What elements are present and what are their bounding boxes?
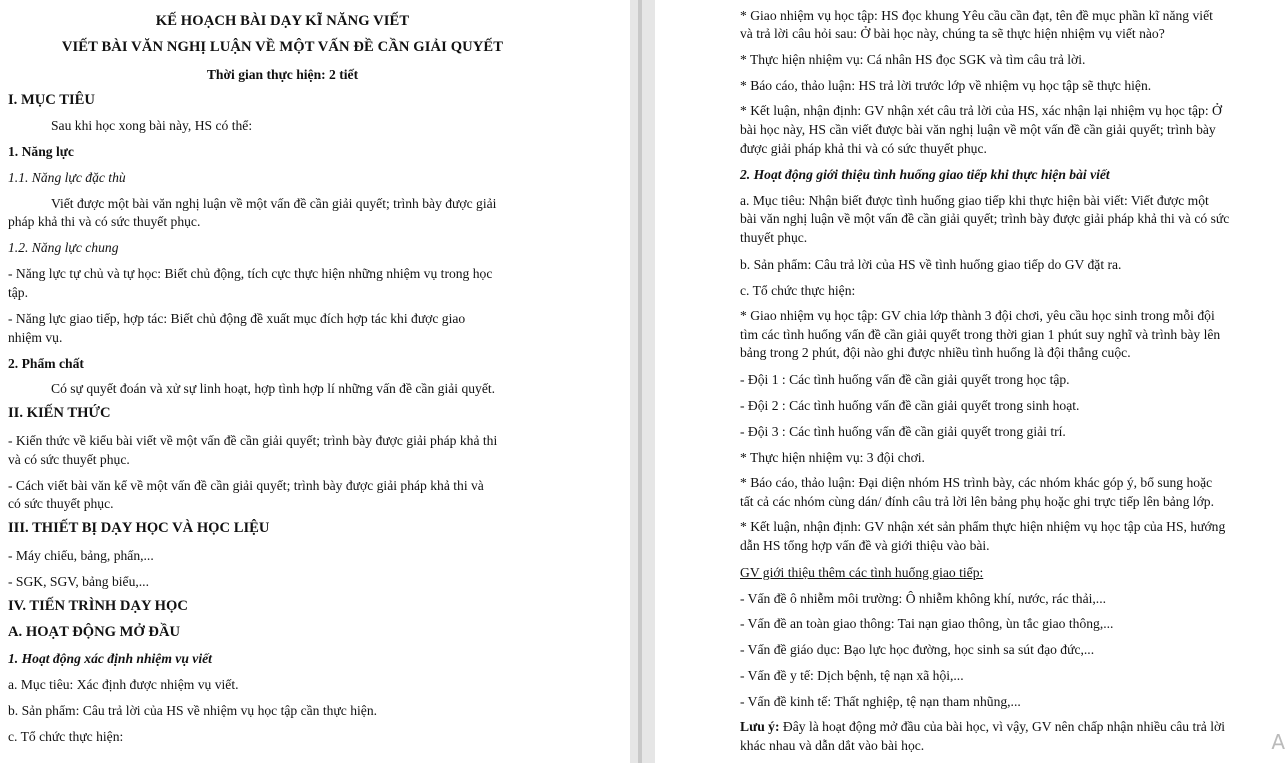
list-item: - Vấn đề kinh tế: Thất nghiệp, tệ nạn tham nhũng,... [740,694,1021,709]
section-heading-process: IV. TIẾN TRÌNH DẠY HỌC [8,598,188,614]
section-heading-equipment: III. THIẾT BỊ DẠY HỌC VÀ HỌC LIỆU [8,520,270,536]
section-heading-objectives: I. MỤC TIÊU [8,92,95,108]
paragraph: b. Sản phẩm: Câu trả lời của HS về nhiệm vụ học tập cần thực hiện. [8,703,378,718]
list-item: - Năng lực tự chủ và tự học: Biết chủ động, tích cực thực hiện những nhiệm vụ trong học [8,266,493,281]
paragraph: * Kết luận, nhận định: GV nhận xét câu trả lời của HS, xác nhận lại nhiệm vụ học tập: Ở [740,103,1222,118]
list-item: - Đội 1 : Các tình huống vấn đề cần giải quyết trong học tập. [740,372,1070,387]
section-heading-opening: A. HOẠT ĐỘNG MỞ ĐẦU [8,624,181,640]
paragraph: bài học này, HS cần viết được bài văn nghị luận về một vấn đề cần giải quyết; trình bày [740,122,1216,137]
paragraph: * Thực hiện nhiệm vụ: Cá nhân HS đọc SGK và tìm câu trả lời. [740,52,1086,67]
paragraph: * Thực hiện nhiệm vụ: 3 đội chơi. [740,450,925,465]
page-divider [638,0,642,763]
paragraph: a. Mục tiêu: Nhận biết được tình huống giao tiếp khi thực hiện bài viết: Viết được một [740,193,1209,208]
paragraph: tất cả các nhóm cùng dán/ đính câu trả lời lên bảng phụ hoặc ghi trực tiếp lên bảng lớp. [740,494,1214,509]
list-item: - Máy chiếu, bảng, phấn,... [8,548,154,563]
paragraph: * Kết luận, nhận định: GV nhận xét sản phẩm thực hiện nhiệm vụ học tập của HS, hướng [740,519,1226,534]
note-paragraph: khác nhau và dẫn dắt vào bài học. [740,738,925,753]
list-item: - Vấn đề an toàn giao thông: Tai nạn giao thông, ùn tắc giao thông,... [740,616,1114,631]
paragraph: pháp khả thi và có sức thuyết phục. [8,214,201,229]
list-item: - Đội 3 : Các tình huống vấn đề cần giải quyết trong giải trí. [740,424,1066,439]
list-item: nhiệm vụ. [8,330,63,345]
document-page-left [0,0,630,763]
paragraph: a. Mục tiêu: Xác định được nhiệm vụ viết. [8,677,239,692]
subsection-heading: 1.1. Năng lực đặc thù [8,170,126,185]
paragraph: bài văn nghị luận về một vấn đề cần giải quyết; trình bày được giải pháp khả thi và có sức [740,211,1230,226]
list-item: và có sức thuyết phục. [8,452,130,467]
paragraph: Có sự quyết đoán và xử sự linh hoạt, hợp tình hợp lí những vấn đề cần giải quyết. [51,381,496,396]
list-item: - Kiến thức về kiểu bài viết về một vấn đề cần giải quyết; trình bày được giải pháp khả thi [8,433,498,448]
list-item: có sức thuyết phục. [8,496,114,511]
list-item: - SGK, SGV, bảng biểu,... [8,574,149,589]
paragraph: c. Tổ chức thực hiện: [8,729,124,744]
corner-glyph: A [1271,730,1285,754]
subsection-heading: 1.2. Năng lực chung [8,240,119,255]
note-label: Lưu ý: [740,719,780,734]
paragraph: dẫn HS tổng hợp vấn đề và giới thiệu vào bài. [740,538,990,553]
list-item: - Vấn đề ô nhiễm môi trường: Ô nhiễm không khí, nước, rác thải,... [740,591,1106,606]
activity-heading: 2. Hoạt động giới thiệu tình huống giao tiếp khi thực hiện bài viết [740,167,1110,182]
lesson-subtitle: VIẾT BÀI VĂN NGHỊ LUẬN VỀ MỘT VẤN ĐỀ CẦN GIẢI QUYẾT [61,39,504,55]
paragraph: * Giao nhiệm vụ học tập: HS đọc khung Yêu cầu cần đạt, tên đề mục phần kĩ năng viết [740,8,1213,23]
paragraph: c. Tổ chức thực hiện: [740,283,856,298]
list-item: - Năng lực giao tiếp, hợp tác: Biết chủ động đề xuất mục đích hợp tác khi được giao [8,311,466,326]
paragraph: Sau khi học xong bài này, HS có thể: [51,118,253,133]
subsection-heading: 2. Phẩm chất [8,356,84,371]
section-heading-knowledge: II. KIẾN THỨC [8,405,111,421]
list-item: - Cách viết bài văn kể về một vấn đề cần giải quyết; trình bày được giải pháp khả thi và [8,478,484,493]
list-item: - Đội 2 : Các tình huống vấn đề cần giải quyết trong sinh hoạt. [740,398,1080,413]
lesson-title: KẾ HOẠCH BÀI DẠY KĨ NĂNG VIẾT [155,13,410,29]
paragraph: và trả lời câu hỏi sau: Ở bài học này, chúng ta sẽ thực hiện nhiệm vụ viết nào? [740,26,1165,41]
paragraph: * Giao nhiệm vụ học tập: GV chia lớp thành 3 đội chơi, yêu cầu học sinh trong mỗi đội [740,308,1215,323]
document-page-right [655,0,1287,763]
paragraph: Viết được một bài văn nghị luận về một vấn đề cần giải quyết; trình bày được giải [51,196,497,211]
paragraph: bảng trong 2 phút, đội nào ghi được nhiều tình huống là đội thắng cuộc. [740,345,1131,360]
activity-heading: 1. Hoạt động xác định nhiệm vụ viết [8,651,212,666]
note-paragraph [740,718,1225,735]
paragraph: * Báo cáo, thảo luận: HS trả lời trước lớp về nhiệm vụ học tập sẽ thực hiện. [740,78,1152,93]
paragraph: thuyết phục. [740,230,808,245]
note-text: Đây là hoạt động mở đầu của bài học, vì vậy, GV nên chấp nhận nhiều câu trả lời [779,719,1225,734]
lesson-duration: Thời gian thực hiện: 2 tiết [206,67,359,82]
paragraph: được giải pháp khả thi và có sức thuyết phục. [740,141,987,156]
paragraph: * Báo cáo, thảo luận: Đại diện nhóm HS trình bày, các nhóm khác góp ý, bổ sung hoặc [740,475,1213,490]
subsection-heading: 1. Năng lực [8,144,74,159]
paragraph: b. Sản phẩm: Câu trả lời của HS về tình huống giao tiếp do GV đặt ra. [740,257,1122,272]
paragraph: tìm các tình huống vấn đề cần giải quyết trong thời gian 1 phút suy nghĩ và trình bày lên [740,327,1221,342]
list-item: - Vấn đề giáo dục: Bạo lực học đường, học sinh sa sút đạo đức,... [740,642,1095,657]
list-item: - Vấn đề y tế: Dịch bệnh, tệ nạn xã hội,... [740,668,964,683]
list-item: tập. [8,285,29,300]
underlined-heading: GV giới thiệu thêm các tình huống giao tiếp: [740,565,984,580]
